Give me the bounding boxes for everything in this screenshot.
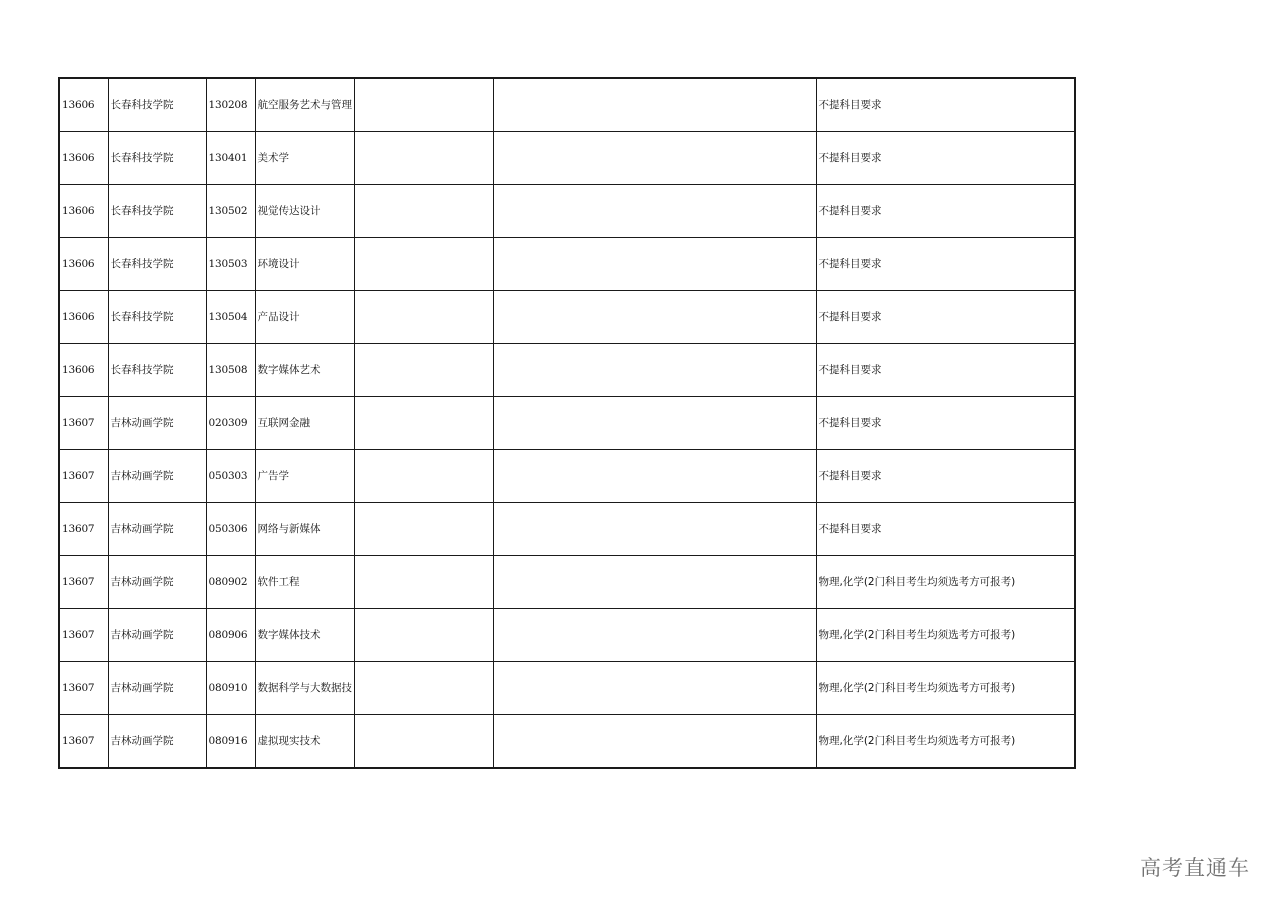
- subject-requirement-cell: 不提科目要求: [816, 503, 1075, 556]
- subject-requirement-cell: 物理,化学(2门科目考生均须选考方可报考): [816, 609, 1075, 662]
- school-code-cell: 13607: [59, 715, 108, 769]
- major-code-cell: 050303: [206, 450, 255, 503]
- empty-cell: [354, 238, 493, 291]
- school-code-cell: 13607: [59, 503, 108, 556]
- subject-requirement-cell: 不提科目要求: [816, 450, 1075, 503]
- major-name-cell: 互联网金融: [255, 397, 354, 450]
- table-row: [59, 397, 1075, 450]
- major-name-cell: 数据科学与大数据技: [255, 662, 354, 715]
- empty-cell: [354, 132, 493, 185]
- school-code-cell: 13606: [59, 185, 108, 238]
- admission-requirements-table: [58, 77, 1076, 769]
- major-name-cell: 虚拟现实技术: [255, 715, 354, 769]
- empty-cell: [493, 609, 816, 662]
- school-code-cell: 13606: [59, 132, 108, 185]
- school-name-cell: 吉林动画学院: [108, 503, 206, 556]
- watermark-text: 高考直通车: [1140, 856, 1250, 880]
- major-name-cell: 数字媒体艺术: [255, 344, 354, 397]
- empty-cell: [493, 662, 816, 715]
- major-name-cell: 数字媒体技术: [255, 609, 354, 662]
- school-code-cell: 13606: [59, 291, 108, 344]
- subject-requirement-cell: 物理,化学(2门科目考生均须选考方可报考): [816, 662, 1075, 715]
- table-row: [59, 450, 1075, 503]
- subject-requirement-cell: 不提科目要求: [816, 344, 1075, 397]
- empty-cell: [354, 662, 493, 715]
- major-code-cell: 020309: [206, 397, 255, 450]
- empty-cell: [354, 397, 493, 450]
- school-code-cell: 13606: [59, 344, 108, 397]
- school-code-cell: 13607: [59, 397, 108, 450]
- subject-requirement-cell: 不提科目要求: [816, 238, 1075, 291]
- empty-cell: [493, 503, 816, 556]
- major-name-cell: 航空服务艺术与管理: [255, 78, 354, 132]
- table-row: [59, 503, 1075, 556]
- school-name-cell: 长春科技学院: [108, 78, 206, 132]
- empty-cell: [493, 556, 816, 609]
- table-row: [59, 78, 1075, 132]
- major-code-cell: 130208: [206, 78, 255, 132]
- school-code-cell: 13607: [59, 662, 108, 715]
- school-name-cell: 吉林动画学院: [108, 662, 206, 715]
- major-name-cell: 软件工程: [255, 556, 354, 609]
- major-name-cell: 广告学: [255, 450, 354, 503]
- school-name-cell: 吉林动画学院: [108, 556, 206, 609]
- empty-cell: [354, 78, 493, 132]
- major-code-cell: 080902: [206, 556, 255, 609]
- school-name-cell: 长春科技学院: [108, 185, 206, 238]
- subject-requirement-cell: 物理,化学(2门科目考生均须选考方可报考): [816, 715, 1075, 769]
- school-name-cell: 长春科技学院: [108, 238, 206, 291]
- major-name-cell: 环境设计: [255, 238, 354, 291]
- subject-requirement-cell: 不提科目要求: [816, 397, 1075, 450]
- school-code-cell: 13607: [59, 556, 108, 609]
- empty-cell: [493, 78, 816, 132]
- empty-cell: [493, 291, 816, 344]
- major-code-cell: 130503: [206, 238, 255, 291]
- school-name-cell: 长春科技学院: [108, 132, 206, 185]
- empty-cell: [493, 397, 816, 450]
- empty-cell: [493, 344, 816, 397]
- table-row: [59, 132, 1075, 185]
- major-code-cell: 080910: [206, 662, 255, 715]
- table-row: [59, 662, 1075, 715]
- school-code-cell: 13607: [59, 450, 108, 503]
- empty-cell: [354, 609, 493, 662]
- major-name-cell: 产品设计: [255, 291, 354, 344]
- empty-cell: [354, 503, 493, 556]
- empty-cell: [354, 556, 493, 609]
- table-row: [59, 715, 1075, 769]
- table-row: [59, 291, 1075, 344]
- major-code-cell: 050306: [206, 503, 255, 556]
- subject-requirement-cell: 物理,化学(2门科目考生均须选考方可报考): [816, 556, 1075, 609]
- empty-cell: [354, 344, 493, 397]
- school-name-cell: 长春科技学院: [108, 291, 206, 344]
- subject-requirement-cell: 不提科目要求: [816, 78, 1075, 132]
- major-code-cell: 130508: [206, 344, 255, 397]
- table-row: [59, 238, 1075, 291]
- school-code-cell: 13607: [59, 609, 108, 662]
- table-row: [59, 556, 1075, 609]
- school-code-cell: 13606: [59, 78, 108, 132]
- table-row: [59, 185, 1075, 238]
- empty-cell: [493, 132, 816, 185]
- school-name-cell: 长春科技学院: [108, 344, 206, 397]
- empty-cell: [354, 291, 493, 344]
- major-code-cell: 130401: [206, 132, 255, 185]
- empty-cell: [493, 238, 816, 291]
- empty-cell: [354, 450, 493, 503]
- major-code-cell: 130502: [206, 185, 255, 238]
- major-code-cell: 130504: [206, 291, 255, 344]
- school-name-cell: 吉林动画学院: [108, 450, 206, 503]
- school-name-cell: 吉林动画学院: [108, 397, 206, 450]
- major-name-cell: 美术学: [255, 132, 354, 185]
- subject-requirement-cell: 不提科目要求: [816, 185, 1075, 238]
- empty-cell: [493, 450, 816, 503]
- major-code-cell: 080906: [206, 609, 255, 662]
- empty-cell: [493, 715, 816, 769]
- school-name-cell: 吉林动画学院: [108, 715, 206, 769]
- school-code-cell: 13606: [59, 238, 108, 291]
- subject-requirement-cell: 不提科目要求: [816, 291, 1075, 344]
- major-name-cell: 视觉传达设计: [255, 185, 354, 238]
- table-body: [59, 78, 1075, 768]
- empty-cell: [354, 185, 493, 238]
- major-name-cell: 网络与新媒体: [255, 503, 354, 556]
- school-name-cell: 吉林动画学院: [108, 609, 206, 662]
- empty-cell: [493, 185, 816, 238]
- subject-requirement-cell: 不提科目要求: [816, 132, 1075, 185]
- table-row: [59, 344, 1075, 397]
- table-row: [59, 609, 1075, 662]
- major-code-cell: 080916: [206, 715, 255, 769]
- empty-cell: [354, 715, 493, 769]
